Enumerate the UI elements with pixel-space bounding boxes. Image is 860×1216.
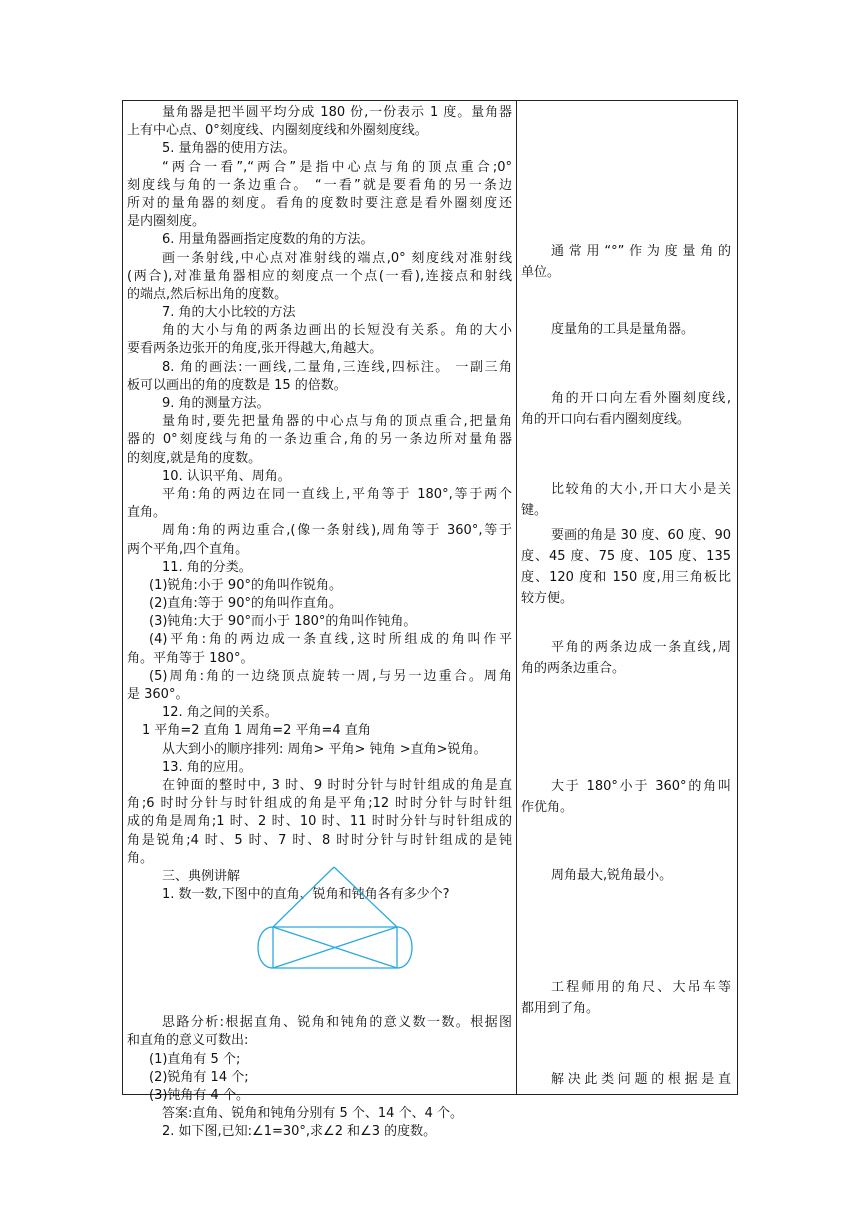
side-note-line: 角的开口向右看内圈刻度线。 (521, 412, 691, 427)
text-line: 量角时,要先把量角器的中心点与角的顶点重合,把量角 (162, 414, 512, 430)
text-line: 13. 角的应用。 (162, 759, 252, 775)
text-line: (3)钝角:大于 90°而小于 180°的角叫作钝角。 (149, 614, 417, 630)
side-note-line: 都用到了角。 (521, 1001, 600, 1016)
text-line: 角;6 时时分针与时针组成的角是平角;12 时时分针与时针组 (127, 796, 512, 812)
side-note (521, 637, 731, 679)
side-note-line: 作优角。 (521, 800, 574, 815)
text-line: 从大到小的顺序排列: 周角> 平角> 钝角 >直角>锐角。 (162, 741, 487, 757)
text-line: 两个平角,四个直角。 (127, 541, 249, 557)
side-note (521, 241, 731, 283)
text-line: 角。 (127, 850, 154, 866)
text-line: 量角器是把半圆平均分成 180 份,一份表示 1 度。量角器 (162, 105, 512, 120)
text-line: 周角:角的两边重合,(像一条射线),周角等于 360°,等于 (162, 523, 512, 539)
side-note-line: 较方便。 (521, 591, 574, 606)
notes-column (521, 101, 735, 1094)
text-line: 的端点,然后标出角的度数。 (127, 286, 288, 302)
text-line: (2)直角:等于 90°的角叫作直角。 (149, 596, 342, 612)
main-text-part-2 (127, 1014, 512, 1141)
text-line: 角是锐角;4 时、5 时、7 时、8 时时分针与时针组成的是钝 (127, 832, 512, 848)
text-line: 上有中心点、0°刻度线、内圈刻度线和外圈刻度线。 (127, 123, 428, 139)
text-line: 的刻度,就是角的度数。 (127, 450, 262, 466)
side-note (521, 776, 731, 818)
column-divider (516, 101, 517, 1094)
side-note-line: 大于 180°小于 360°的角叫 (551, 779, 731, 794)
side-note-line: 键。 (521, 503, 548, 518)
right-arc (397, 927, 412, 968)
text-line: 9. 角的测量方法。 (162, 396, 270, 411)
text-line: 在钟面的整时中, 3 时、9 时时分针与时针组成的角是直 (162, 777, 512, 793)
side-note (521, 525, 731, 609)
side-note-line: 周角最大,锐角最小。 (551, 868, 673, 883)
side-note-line: 单位。 (521, 265, 561, 280)
side-note-line: 度、45 度、75 度、105 度、135 (521, 549, 731, 564)
text-line: 角。平角等于 180°。 (127, 650, 254, 666)
text-line: 是内圈刻度。 (127, 214, 206, 230)
side-note-line: 要画的角是 30 度、60 度、90 (551, 528, 731, 543)
text-line: (1)直角有 5 个; (149, 1051, 241, 1067)
lesson-table (122, 100, 738, 1140)
text-line: 三、典例讲解 (162, 868, 241, 884)
text-line: (5)周角:角的一边绕顶点旋转一周,与另一边重合。周角 (149, 668, 512, 684)
text-line: 6. 用量角器画指定度数的角的方法。 (162, 232, 374, 248)
side-note-line: 角的两条边重合。 (521, 661, 626, 676)
text-line: “两合一看”,“两合”是指中心点与角的顶点重合;0° (162, 159, 512, 175)
text-line: 要看两条边张开的角度,张开得越大,角越大。 (127, 341, 383, 357)
side-note-line: 度、120 度和 150 度,用三角板比 (521, 570, 731, 585)
text-line: 是 360°。 (127, 687, 189, 702)
side-note-line: 角的开口向左看外圈刻度线, (551, 391, 731, 406)
text-line: (两合),对准量角器相应的刻度点一个点(一看),连接点和射线 (127, 268, 512, 284)
text-line: 成的角是周角;1 时、2 时、10 时、11 时时分针与时针组成的 (127, 814, 512, 830)
text-line: 7. 角的大小比较的方法 (162, 305, 296, 321)
text-line: 和直角的意义可数出: (127, 1033, 249, 1049)
triangle-right-side (334, 867, 397, 927)
text-line: 8. 角的画法:一画线,二量角,三连线,四标注。 一副三角 (162, 359, 512, 375)
text-line: (2)锐角有 14 个; (149, 1069, 249, 1085)
text-line: 思路分析:根据直角、锐角和钝角的意义数一数。根据图 (162, 1015, 512, 1031)
side-note (521, 479, 731, 521)
left-arc (258, 927, 273, 968)
text-line: 板可以画出的角的度数是 15 的倍数。 (127, 377, 347, 393)
text-line: 12. 角之间的关系。 (162, 705, 278, 721)
side-note-line: 通常用“°”作为度量角的 (551, 244, 731, 259)
text-line: 平角:角的两边在同一直线上,平角等于 180°,等于两个 (162, 486, 512, 502)
text-line: 1. 数一数,下图中的直角、锐角和钝角各有多少个? (162, 887, 450, 903)
text-line: 直角。 (127, 505, 167, 521)
side-note-line: 工程师用的角尺、大吊车等 (551, 980, 731, 995)
main-content-column (127, 104, 512, 1142)
text-line: 答案:直角、锐角和钝角分别有 5 个、14 个、4 个。 (162, 1106, 463, 1122)
text-line: (1)锐角:小于 90°的角叫作锐角。 (149, 577, 342, 593)
side-note (521, 388, 731, 430)
side-note-line: 度量角的工具是量角器。 (551, 322, 695, 337)
text-line: 1 平角=2 直角 1 周角=2 平角=4 直角 (142, 723, 371, 739)
text-line: 10. 认识平角、周角。 (162, 468, 291, 484)
side-note (521, 865, 731, 886)
side-note-line: 平角的两条边成一条直线,周 (551, 640, 731, 655)
text-line: (3)钝角有 4 个。 (149, 1088, 249, 1103)
text-line: 刻度线与角的一条边重合。 “一看”就是要看角的另一条边 (127, 177, 512, 193)
side-note (521, 977, 731, 1019)
text-line: 2. 如下图,已知:∠1=30°,求∠2 和∠3 的度数。 (162, 1124, 437, 1140)
triangle-left-side (273, 867, 334, 927)
text-line: 画一条射线,中心点对准射线的端点,0° 刻度线对准射线 (162, 250, 512, 266)
side-note (521, 1069, 731, 1090)
side-note-line: 比较角的大小,开口大小是关 (551, 482, 731, 497)
text-line: 器的 0°刻度线与角的一条边重合,角的另一条边所对量角器 (127, 432, 512, 448)
side-note (521, 319, 731, 340)
side-note-line: 解决此类问题的根据是直 (551, 1072, 731, 1087)
text-line: (4)平角:角的两边成一条直线,这时所组成的角叫作平 (149, 632, 512, 648)
text-line: 角的大小与角的两条边画出的长短没有关系。角的大小 (162, 323, 512, 339)
text-line: 11. 角的分类。 (162, 559, 252, 575)
angle-figure (253, 864, 443, 974)
main-text-part-1 (127, 104, 512, 904)
text-line: 5. 量角器的使用方法。 (162, 141, 296, 157)
text-line: 所对的量角器的刻度。看角的度数时要注意是看外圈刻度还 (127, 195, 512, 211)
